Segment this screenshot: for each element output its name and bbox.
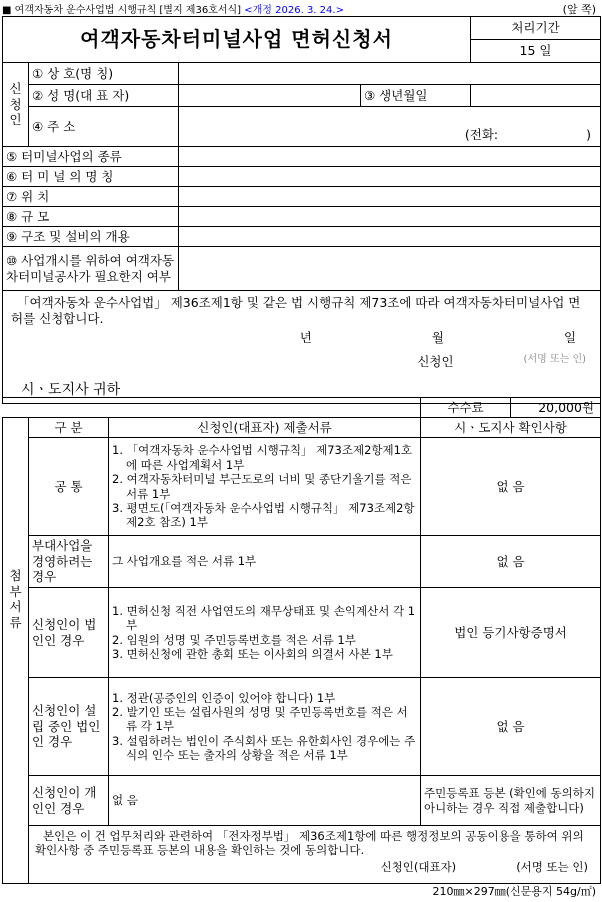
consent-sign: (서명 또는 인) (516, 859, 589, 874)
submit-individual: 없 음 (109, 776, 421, 826)
col-category: 구 분 (29, 418, 109, 438)
structure-label: ⑨ 구조 및 설비의 개용 (3, 227, 179, 247)
terminal-type-field[interactable] (179, 147, 601, 167)
fee-value: 20,000원 (511, 398, 601, 418)
construction-needed-label: ⑩ 사업개시를 위하여 여객자동차터미널공사가 필요한지 여부 (3, 247, 179, 291)
col-check-items: 시ㆍ도지사 확인사항 (421, 418, 601, 438)
construction-needed-field[interactable] (179, 247, 601, 291)
address-label: ④ 주 소 (29, 107, 179, 147)
fee-label: 수수료 (421, 398, 511, 418)
sign-hint: (서명 또는 인) (523, 353, 587, 365)
check-individual: 주민등록표 등본 (확인에 동의하지 아니하는 경우 직접 제출합니다) (421, 776, 601, 826)
representative-label: ② 성 명(대 표 자) (29, 85, 179, 107)
processing-period-label: 처리기간 (471, 17, 600, 40)
submit-common: 1. 「여객자동차 운수사업법 시행규칙」 제73조제2항제1호에 따른 사업계획서 1부 2. 여객자동차터미널 부근도로의 너비 및 종단기울기를 적은 서류 1부 3. 평면도(「여객자동차 운수사업법 시행규칙」 제73조제2항제2호 참조) 1부 (109, 438, 421, 536)
form-ref-text: ■ 여객자동차 운수사업법 시행규칙 [별지 제36호서식] (2, 5, 242, 16)
page-side: (앞 쪽) (562, 3, 596, 16)
consent-block (29, 826, 601, 884)
declaration-text: 「여객자동차 운수사업법」 제36조제1항 및 같은 법 시행규칙 제73조에 따라 여객자동차터미널사업 면허를 신청합니다. (11, 295, 581, 326)
submit-corporation: 1. 면허신청 직전 사업연도의 재무상태표 및 손익계산서 각 1부 2. 임원의 성명 및 주민등록번호를 적은 서류 1부 3. 면허신청에 관한 총회 또는 이사회의 의결서 사본 1부 (109, 588, 421, 678)
terminal-type-label: ⑤ 터미널사업의 종류 (3, 147, 179, 167)
scale-field[interactable] (179, 207, 601, 227)
category-corporation: 신청인이 법인인 경우 (29, 588, 109, 678)
phone-label: (전화: (464, 127, 499, 143)
attachments-side-label: 첨부서류 (3, 418, 29, 884)
terminal-name-field[interactable] (179, 167, 601, 187)
form-title: 여객자동차터미널사업 면허신청서 (3, 17, 471, 63)
processing-period-value: 15 일 (519, 43, 552, 58)
terminal-name-label: ⑥ 터 미 널 의 명 칭 (3, 167, 179, 187)
attachments-table (2, 397, 601, 884)
month-label: 월 (431, 330, 444, 346)
consent-signer: 신청인(대표자) (380, 859, 457, 874)
location-label: ⑦ 위 치 (3, 187, 179, 207)
category-founding-corp: 신청인이 설립 중인 법인인 경우 (29, 678, 109, 776)
birthdate-field[interactable] (471, 85, 601, 107)
business-name-field[interactable] (179, 63, 601, 85)
declaration-block (3, 291, 601, 404)
birthdate-label: ③ 생년월일 (361, 85, 471, 107)
structure-field[interactable] (179, 227, 601, 247)
revision-date: <개정 2026. 3. 24.> (244, 5, 344, 16)
category-individual: 신청인이 개인인 경우 (29, 776, 109, 826)
form-reference (2, 1, 344, 16)
location-field[interactable] (179, 187, 601, 207)
submit-founding-corp: 1. 정관(공증인의 인증이 있어야 합니다) 1부 2. 발기인 또는 설립사원의 성명 및 주민등록번호를 적은 서류 각 1부 3. 설립하려는 법인이 주식회사 또는 유한회사인 경우에는 주식의 인수 또는 출자의 상황을 적은 서류 1부 (109, 678, 421, 776)
check-founding-corp: 없 음 (421, 678, 601, 776)
day-label: 일 (563, 330, 577, 346)
check-side-business: 없 음 (421, 536, 601, 588)
category-side-business: 부대사업을 경영하려는 경우 (29, 536, 109, 588)
business-name-label: ① 상 호(명 칭) (29, 63, 179, 85)
submit-side-business: 그 사업개요를 적은 서류 1부 (109, 536, 421, 588)
consent-text: 본인은 이 건 업무처리와 관련하여 「전자정부법」 제36조제1항에 따른 행정정보의 공동이용을 통하여 위의 확인사항 중 주민등록표 등본의 내용을 확인하는 것에 동의합니다. (35, 829, 584, 858)
application-form-table (2, 16, 601, 404)
year-label: 년 (299, 330, 312, 346)
applicant-section-label: 신청인 (3, 63, 29, 147)
scale-label: ⑧ 규 모 (3, 207, 179, 227)
representative-field[interactable] (179, 85, 361, 107)
applicant-sign-label: 신청인 (417, 353, 454, 369)
recipient: 시ㆍ도지사 귀하 (21, 381, 121, 398)
check-corporation: 법인 등기사항증명서 (421, 588, 601, 678)
category-common: 공 통 (29, 438, 109, 536)
col-submit-docs: 신청인(대표자) 제출서류 (109, 418, 421, 438)
address-field[interactable]: (전화: ) (179, 107, 601, 147)
paper-spec: 210㎜×297㎜(신문용지 54g/㎡) (432, 885, 596, 898)
check-common: 없 음 (421, 438, 601, 536)
